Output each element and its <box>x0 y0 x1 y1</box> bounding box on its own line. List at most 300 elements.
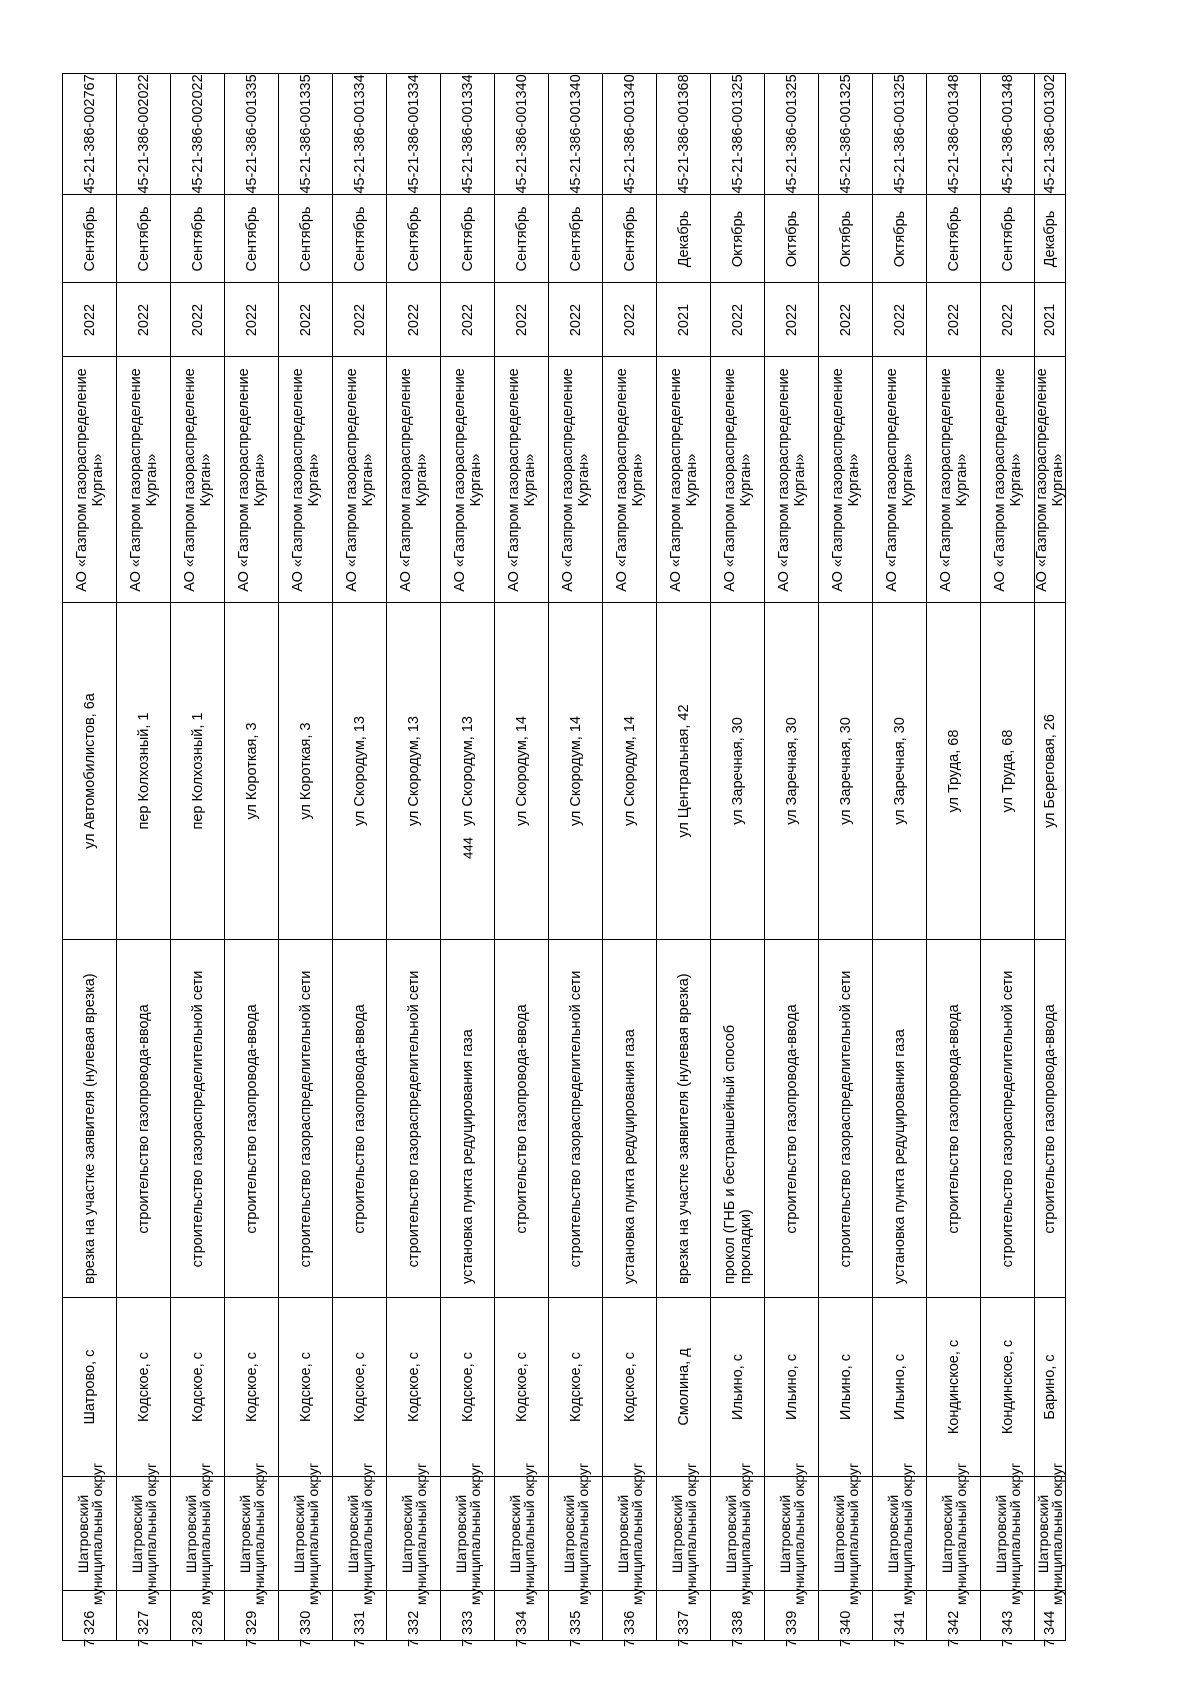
cell-address-text: пер Колхозный, 1 <box>189 712 206 830</box>
cell-year <box>927 282 980 356</box>
cell-code-text: 45-21-386-001340 <box>567 74 584 194</box>
cell-org <box>171 356 224 602</box>
cell-code <box>765 74 818 194</box>
cell-month <box>873 194 926 282</box>
cell-address <box>549 602 602 939</box>
cell-code <box>711 74 764 194</box>
cell-district <box>711 1462 764 1605</box>
cell-year-text: 2022 <box>945 303 962 336</box>
cell-district <box>63 1462 116 1605</box>
cell-year <box>657 282 710 356</box>
cell-work <box>981 939 1034 1297</box>
cell-locality-text: Кодское, с <box>567 1352 584 1422</box>
cell-num-text: 7 338 <box>729 1610 746 1647</box>
cell-year-text: 2022 <box>567 303 584 336</box>
cell-month <box>711 194 764 282</box>
cell-num-text: 7 337 <box>675 1610 692 1647</box>
cell-code <box>1035 74 1065 194</box>
cell-month <box>765 194 818 282</box>
cell-year-text: 2022 <box>135 303 152 336</box>
cell-num-text: 7 344 <box>1042 1610 1058 1647</box>
cell-num <box>657 1590 710 1647</box>
cell-address-text: ул Скородум, 14 <box>621 716 638 826</box>
cell-code <box>981 74 1034 194</box>
cell-district <box>495 1462 548 1605</box>
cell-work <box>765 939 818 1297</box>
cell-work <box>225 939 278 1297</box>
cell-org <box>981 356 1034 602</box>
cell-month-text: Октябрь <box>729 210 746 267</box>
cell-locality-text: Кодское, с <box>189 1352 206 1422</box>
cell-work-text: установка пункта редуцирования газа <box>891 1028 908 1284</box>
cell-locality-text: Кодское, с <box>459 1352 476 1422</box>
table-row <box>225 74 279 1647</box>
cell-locality <box>873 1297 926 1476</box>
table-row <box>711 74 765 1647</box>
cell-year-text: 2022 <box>189 303 206 336</box>
cell-work <box>657 939 710 1297</box>
cell-work-text: строительство газопровода-ввода <box>135 1003 152 1234</box>
cell-num <box>441 1590 494 1647</box>
cell-month-text: Сентябрь <box>459 206 476 271</box>
cell-address <box>279 602 332 939</box>
cell-locality <box>171 1297 224 1476</box>
cell-code-text: 45-21-386-001334 <box>405 74 422 194</box>
cell-month <box>1035 194 1065 282</box>
cell-month-text: Сентябрь <box>513 206 530 271</box>
cell-address <box>441 602 494 939</box>
cell-org-text: АО «Газпром газораспределение Курган» <box>397 367 430 592</box>
cell-district-text: Шатровский муниципальный округ <box>884 1462 915 1605</box>
cell-code <box>63 74 116 194</box>
cell-org-text: АО «Газпром газораспределение Курган» <box>1034 367 1066 592</box>
cell-work-text: установка пункта редуцирования газа <box>459 1028 476 1284</box>
cell-year-text: 2022 <box>513 303 530 336</box>
cell-month <box>387 194 440 282</box>
cell-code <box>603 74 656 194</box>
table-row <box>387 74 441 1647</box>
table-row <box>927 74 981 1647</box>
cell-district <box>873 1462 926 1605</box>
cell-org-text: АО «Газпром газораспределение Курган» <box>991 367 1024 592</box>
cell-locality <box>981 1297 1034 1476</box>
cell-code-text: 45-21-386-001340 <box>513 74 530 194</box>
cell-month <box>495 194 548 282</box>
cell-district-text: Шатровский муниципальный округ <box>830 1462 861 1605</box>
cell-locality <box>1035 1297 1065 1476</box>
cell-month-text: Сентябрь <box>567 206 584 271</box>
cell-code-text: 45-21-386-001335 <box>297 74 314 194</box>
cell-code <box>441 74 494 194</box>
cell-org-text: АО «Газпром газораспределение Курган» <box>613 367 646 592</box>
cell-month-text: Сентябрь <box>621 206 638 271</box>
cell-month-text: Сентябрь <box>297 206 314 271</box>
cell-num <box>279 1590 332 1647</box>
cell-month-text: Декабрь <box>1042 210 1058 267</box>
table-row <box>63 74 117 1647</box>
cell-code-text: 45-21-386-001325 <box>783 74 800 194</box>
cell-work <box>711 939 764 1297</box>
cell-district <box>333 1462 386 1605</box>
cell-locality-text: Ильино, с <box>783 1354 800 1420</box>
cell-address <box>1035 602 1065 939</box>
cell-work-text: строительство газораспределительной сети <box>567 970 584 1267</box>
table-row <box>495 74 549 1647</box>
cell-district-text: Шатровский муниципальный округ <box>938 1462 969 1605</box>
cell-district <box>603 1462 656 1605</box>
cell-year-text: 2022 <box>621 303 638 336</box>
cell-code <box>819 74 872 194</box>
cell-code <box>279 74 332 194</box>
cell-num <box>387 1590 440 1647</box>
cell-code-text: 45-21-386-001325 <box>837 74 854 194</box>
cell-year-text: 2022 <box>351 303 368 336</box>
cell-code <box>549 74 602 194</box>
cell-address <box>927 602 980 939</box>
cell-address-text: ул Скородум, 13 <box>459 716 476 826</box>
cell-num <box>63 1590 116 1647</box>
cell-num-text: 7 336 <box>621 1610 638 1647</box>
cell-district-text: Шатровский муниципальный округ <box>992 1462 1023 1605</box>
table-row <box>171 74 225 1647</box>
cell-district-text: Шатровский муниципальный округ <box>668 1462 699 1605</box>
cell-address-text: ул Труда, 68 <box>999 729 1016 813</box>
cell-address <box>603 602 656 939</box>
page-number: 444 <box>460 837 476 859</box>
cell-district-text: Шатровский муниципальный округ <box>614 1462 645 1605</box>
cell-district-text: Шатровский муниципальный округ <box>452 1462 483 1605</box>
cell-year-text: 2022 <box>81 303 98 336</box>
cell-year <box>765 282 818 356</box>
cell-locality <box>225 1297 278 1476</box>
cell-org-text: АО «Газпром газораспределение Курган» <box>181 367 214 592</box>
cell-work-text: строительство газораспределительной сети <box>999 970 1016 1267</box>
table-row <box>873 74 927 1647</box>
cell-num-text: 7 340 <box>837 1610 854 1647</box>
cell-year <box>549 282 602 356</box>
cell-year-text: 2022 <box>243 303 260 336</box>
cell-locality <box>549 1297 602 1476</box>
cell-num <box>765 1590 818 1647</box>
table-row <box>657 74 711 1647</box>
cell-district <box>927 1462 980 1605</box>
cell-work-text: строительство газораспределительной сети <box>405 970 422 1267</box>
cell-work-text: прокол (ГНБ и бестраншейный способ прокладки) <box>721 1024 754 1284</box>
cell-code-text: 45-21-386-001334 <box>351 74 368 194</box>
cell-year-text: 2022 <box>459 303 476 336</box>
cell-num <box>171 1590 224 1647</box>
cell-work-text: строительство газораспределительной сети <box>297 970 314 1267</box>
cell-num <box>981 1590 1034 1647</box>
cell-code-text: 45-21-386-002022 <box>189 74 206 194</box>
rotated-data-table <box>62 73 1066 1647</box>
cell-num-text: 7 333 <box>459 1610 476 1647</box>
cell-year <box>603 282 656 356</box>
cell-code <box>171 74 224 194</box>
cell-code-text: 45-21-386-001325 <box>729 74 746 194</box>
cell-address-text: ул Короткая, 3 <box>297 722 314 820</box>
cell-locality-text: Кодское, с <box>513 1352 530 1422</box>
cell-district <box>225 1462 278 1605</box>
cell-org <box>279 356 332 602</box>
cell-work <box>441 939 494 1297</box>
cell-num-text: 7 332 <box>405 1610 422 1647</box>
cell-locality <box>63 1297 116 1476</box>
cell-year-text: 2021 <box>1042 303 1058 336</box>
cell-org-text: АО «Газпром газораспределение Курган» <box>343 367 376 592</box>
cell-locality-text: Кодское, с <box>405 1352 422 1422</box>
cell-month-text: Сентябрь <box>81 206 98 271</box>
table-row <box>1034 74 1066 1647</box>
cell-work <box>1035 939 1065 1297</box>
cell-district-text: Шатровский муниципальный округ <box>776 1462 807 1605</box>
cell-address-text: ул Скородум, 14 <box>567 716 584 826</box>
cell-locality-text: Кондинское, с <box>945 1339 962 1435</box>
cell-locality-text: Кодское, с <box>621 1352 638 1422</box>
cell-org-text: АО «Газпром газораспределение Курган» <box>559 367 592 592</box>
cell-year-text: 2022 <box>783 303 800 336</box>
cell-locality <box>279 1297 332 1476</box>
cell-org-text: АО «Газпром газораспределение Курган» <box>829 367 862 592</box>
cell-year <box>495 282 548 356</box>
cell-locality <box>603 1297 656 1476</box>
cell-address <box>171 602 224 939</box>
cell-code <box>657 74 710 194</box>
cell-address-text: ул Скородум, 14 <box>513 716 530 826</box>
cell-work <box>603 939 656 1297</box>
cell-district <box>819 1462 872 1605</box>
cell-month-text: Сентябрь <box>135 206 152 271</box>
cell-org <box>819 356 872 602</box>
cell-address <box>873 602 926 939</box>
cell-month <box>117 194 170 282</box>
cell-year <box>441 282 494 356</box>
cell-address-text: ул Заречная, 30 <box>729 717 746 825</box>
table-row <box>549 74 603 1647</box>
cell-address <box>657 602 710 939</box>
cell-num-text: 7 334 <box>513 1610 530 1647</box>
cell-work-text: строительство газопровода-ввода <box>783 1003 800 1234</box>
cell-work-text: врезка на участке заявителя (нулевая врезка) <box>675 972 692 1284</box>
cell-locality-text: Ильино, с <box>891 1354 908 1420</box>
table-row <box>279 74 333 1647</box>
table-row <box>603 74 657 1647</box>
cell-code-text: 45-21-386-001302 <box>1042 74 1058 194</box>
cell-year-text: 2021 <box>675 303 692 336</box>
cell-num <box>1035 1590 1065 1647</box>
cell-num <box>927 1590 980 1647</box>
cell-num-text: 7 331 <box>351 1610 368 1647</box>
cell-district-text: Шатровский муниципальный округ <box>344 1462 375 1605</box>
cell-address <box>495 602 548 939</box>
cell-locality-text: Кодское, с <box>243 1352 260 1422</box>
cell-org <box>441 356 494 602</box>
cell-code <box>927 74 980 194</box>
cell-work <box>549 939 602 1297</box>
cell-locality <box>495 1297 548 1476</box>
cell-address-text: ул Заречная, 30 <box>783 717 800 825</box>
cell-district-text: Шатровский муниципальный округ <box>128 1462 159 1605</box>
cell-locality <box>657 1297 710 1476</box>
cell-num <box>603 1590 656 1647</box>
cell-year <box>873 282 926 356</box>
cell-code <box>225 74 278 194</box>
cell-num <box>873 1590 926 1647</box>
cell-district-text: Шатровский муниципальный округ <box>560 1462 591 1605</box>
cell-locality-text: Ильино, с <box>729 1354 746 1420</box>
cell-address-text: ул Береговая, 26 <box>1042 714 1058 828</box>
cell-org-text: АО «Газпром газораспределение Курган» <box>235 367 268 592</box>
cell-org-text: АО «Газпром газораспределение Курган» <box>775 367 808 592</box>
cell-org <box>117 356 170 602</box>
cell-district-text: Шатровский муниципальный округ <box>290 1462 321 1605</box>
cell-district-text: Шатровский муниципальный округ <box>722 1462 753 1605</box>
table-row <box>117 74 171 1647</box>
cell-month-text: Декабрь <box>675 210 692 267</box>
table-row <box>819 74 873 1647</box>
cell-district-text: Шатровский муниципальный округ <box>398 1462 429 1605</box>
cell-org <box>657 356 710 602</box>
cell-code-text: 45-21-386-001348 <box>999 74 1016 194</box>
cell-district <box>387 1462 440 1605</box>
cell-org <box>549 356 602 602</box>
cell-org-text: АО «Газпром газораспределение Курган» <box>451 367 484 592</box>
cell-code <box>333 74 386 194</box>
cell-locality <box>441 1297 494 1476</box>
cell-address-text: ул Труда, 68 <box>945 729 962 813</box>
cell-district-text: Шатровский муниципальный округ <box>74 1462 105 1605</box>
cell-locality-text: Кодское, с <box>351 1352 368 1422</box>
cell-district <box>549 1462 602 1605</box>
cell-year <box>117 282 170 356</box>
cell-locality-text: Смолина, д <box>675 1348 692 1426</box>
cell-month-text: Сентябрь <box>189 206 206 271</box>
cell-address-text: ул Центральная, 42 <box>675 704 692 838</box>
cell-address <box>711 602 764 939</box>
cell-locality <box>711 1297 764 1476</box>
cell-work <box>873 939 926 1297</box>
cell-locality-text: Кодское, с <box>135 1352 152 1422</box>
cell-work-text: строительство газораспределительной сети <box>189 970 206 1267</box>
cell-locality <box>927 1297 980 1476</box>
cell-district <box>279 1462 332 1605</box>
cell-num <box>495 1590 548 1647</box>
cell-org-text: АО «Газпром газораспределение Курган» <box>721 367 754 592</box>
cell-year <box>1035 282 1065 356</box>
cell-num-text: 7 328 <box>189 1610 206 1647</box>
cell-num-text: 7 330 <box>297 1610 314 1647</box>
cell-address <box>765 602 818 939</box>
cell-year-text: 2022 <box>729 303 746 336</box>
cell-year <box>819 282 872 356</box>
cell-work <box>819 939 872 1297</box>
cell-work-text: строительство газопровода-ввода <box>1042 1003 1058 1234</box>
cell-work-text: строительство газораспределительной сети <box>837 970 854 1267</box>
cell-month-text: Октябрь <box>837 210 854 267</box>
cell-num <box>819 1590 872 1647</box>
cell-month <box>225 194 278 282</box>
cell-year <box>279 282 332 356</box>
cell-num-text: 7 342 <box>945 1610 962 1647</box>
cell-locality <box>819 1297 872 1476</box>
cell-address-text: ул Скородум, 13 <box>351 716 368 826</box>
cell-work <box>927 939 980 1297</box>
cell-num-text: 7 341 <box>891 1610 908 1647</box>
cell-district-text: Шатровский муниципальный округ <box>236 1462 267 1605</box>
cell-month-text: Сентябрь <box>999 206 1016 271</box>
cell-address-text: ул Заречная, 30 <box>837 717 854 825</box>
cell-year <box>387 282 440 356</box>
cell-code-text: 45-21-386-001325 <box>891 74 908 194</box>
cell-work <box>171 939 224 1297</box>
cell-district <box>441 1462 494 1605</box>
cell-locality <box>765 1297 818 1476</box>
cell-org <box>927 356 980 602</box>
cell-num <box>225 1590 278 1647</box>
cell-district <box>657 1462 710 1605</box>
cell-month <box>549 194 602 282</box>
cell-work <box>387 939 440 1297</box>
cell-num <box>117 1590 170 1647</box>
cell-work-text: строительство газопровода-ввода <box>243 1003 260 1234</box>
cell-org <box>333 356 386 602</box>
cell-year <box>981 282 1034 356</box>
cell-month-text: Сентябрь <box>405 206 422 271</box>
cell-num-text: 7 335 <box>567 1610 584 1647</box>
cell-address <box>387 602 440 939</box>
cell-district <box>765 1462 818 1605</box>
cell-locality-text: Ильино, с <box>837 1354 854 1420</box>
cell-month-text: Октябрь <box>783 210 800 267</box>
cell-address-text: ул Заречная, 30 <box>891 717 908 825</box>
cell-num-text: 7 329 <box>243 1610 260 1647</box>
cell-month-text: Сентябрь <box>351 206 368 271</box>
cell-address <box>63 602 116 939</box>
cell-month <box>171 194 224 282</box>
cell-district <box>1035 1462 1065 1605</box>
cell-month <box>981 194 1034 282</box>
cell-year <box>333 282 386 356</box>
cell-work <box>63 939 116 1297</box>
cell-num-text: 7 327 <box>135 1610 152 1647</box>
cell-num-text: 7 339 <box>783 1610 800 1647</box>
cell-district-text: Шатровский муниципальный округ <box>506 1462 537 1605</box>
cell-address <box>333 602 386 939</box>
cell-org-text: АО «Газпром газораспределение Курган» <box>667 367 700 592</box>
cell-year <box>63 282 116 356</box>
cell-org-text: АО «Газпром газораспределение Курган» <box>883 367 916 592</box>
cell-org <box>603 356 656 602</box>
cell-work <box>333 939 386 1297</box>
cell-address-text: пер Колхозный, 1 <box>135 712 152 830</box>
cell-month <box>927 194 980 282</box>
cell-district-text: Шатровский муниципальный округ <box>1035 1462 1065 1605</box>
cell-address <box>981 602 1034 939</box>
cell-num-text: 7 326 <box>81 1610 98 1647</box>
cell-district <box>981 1462 1034 1605</box>
cell-year-text: 2022 <box>891 303 908 336</box>
cell-locality <box>387 1297 440 1476</box>
cell-work-text: строительство газопровода-ввода <box>351 1003 368 1234</box>
cell-code-text: 45-21-386-001335 <box>243 74 260 194</box>
cell-work-text: врезка на участке заявителя (нулевая врезка) <box>81 972 98 1284</box>
cell-locality-text: Барино, с <box>1042 1354 1058 1420</box>
cell-district-text: Шатровский муниципальный округ <box>182 1462 213 1605</box>
cell-locality <box>117 1297 170 1476</box>
cell-month-text: Октябрь <box>891 210 908 267</box>
cell-year <box>711 282 764 356</box>
cell-org <box>225 356 278 602</box>
